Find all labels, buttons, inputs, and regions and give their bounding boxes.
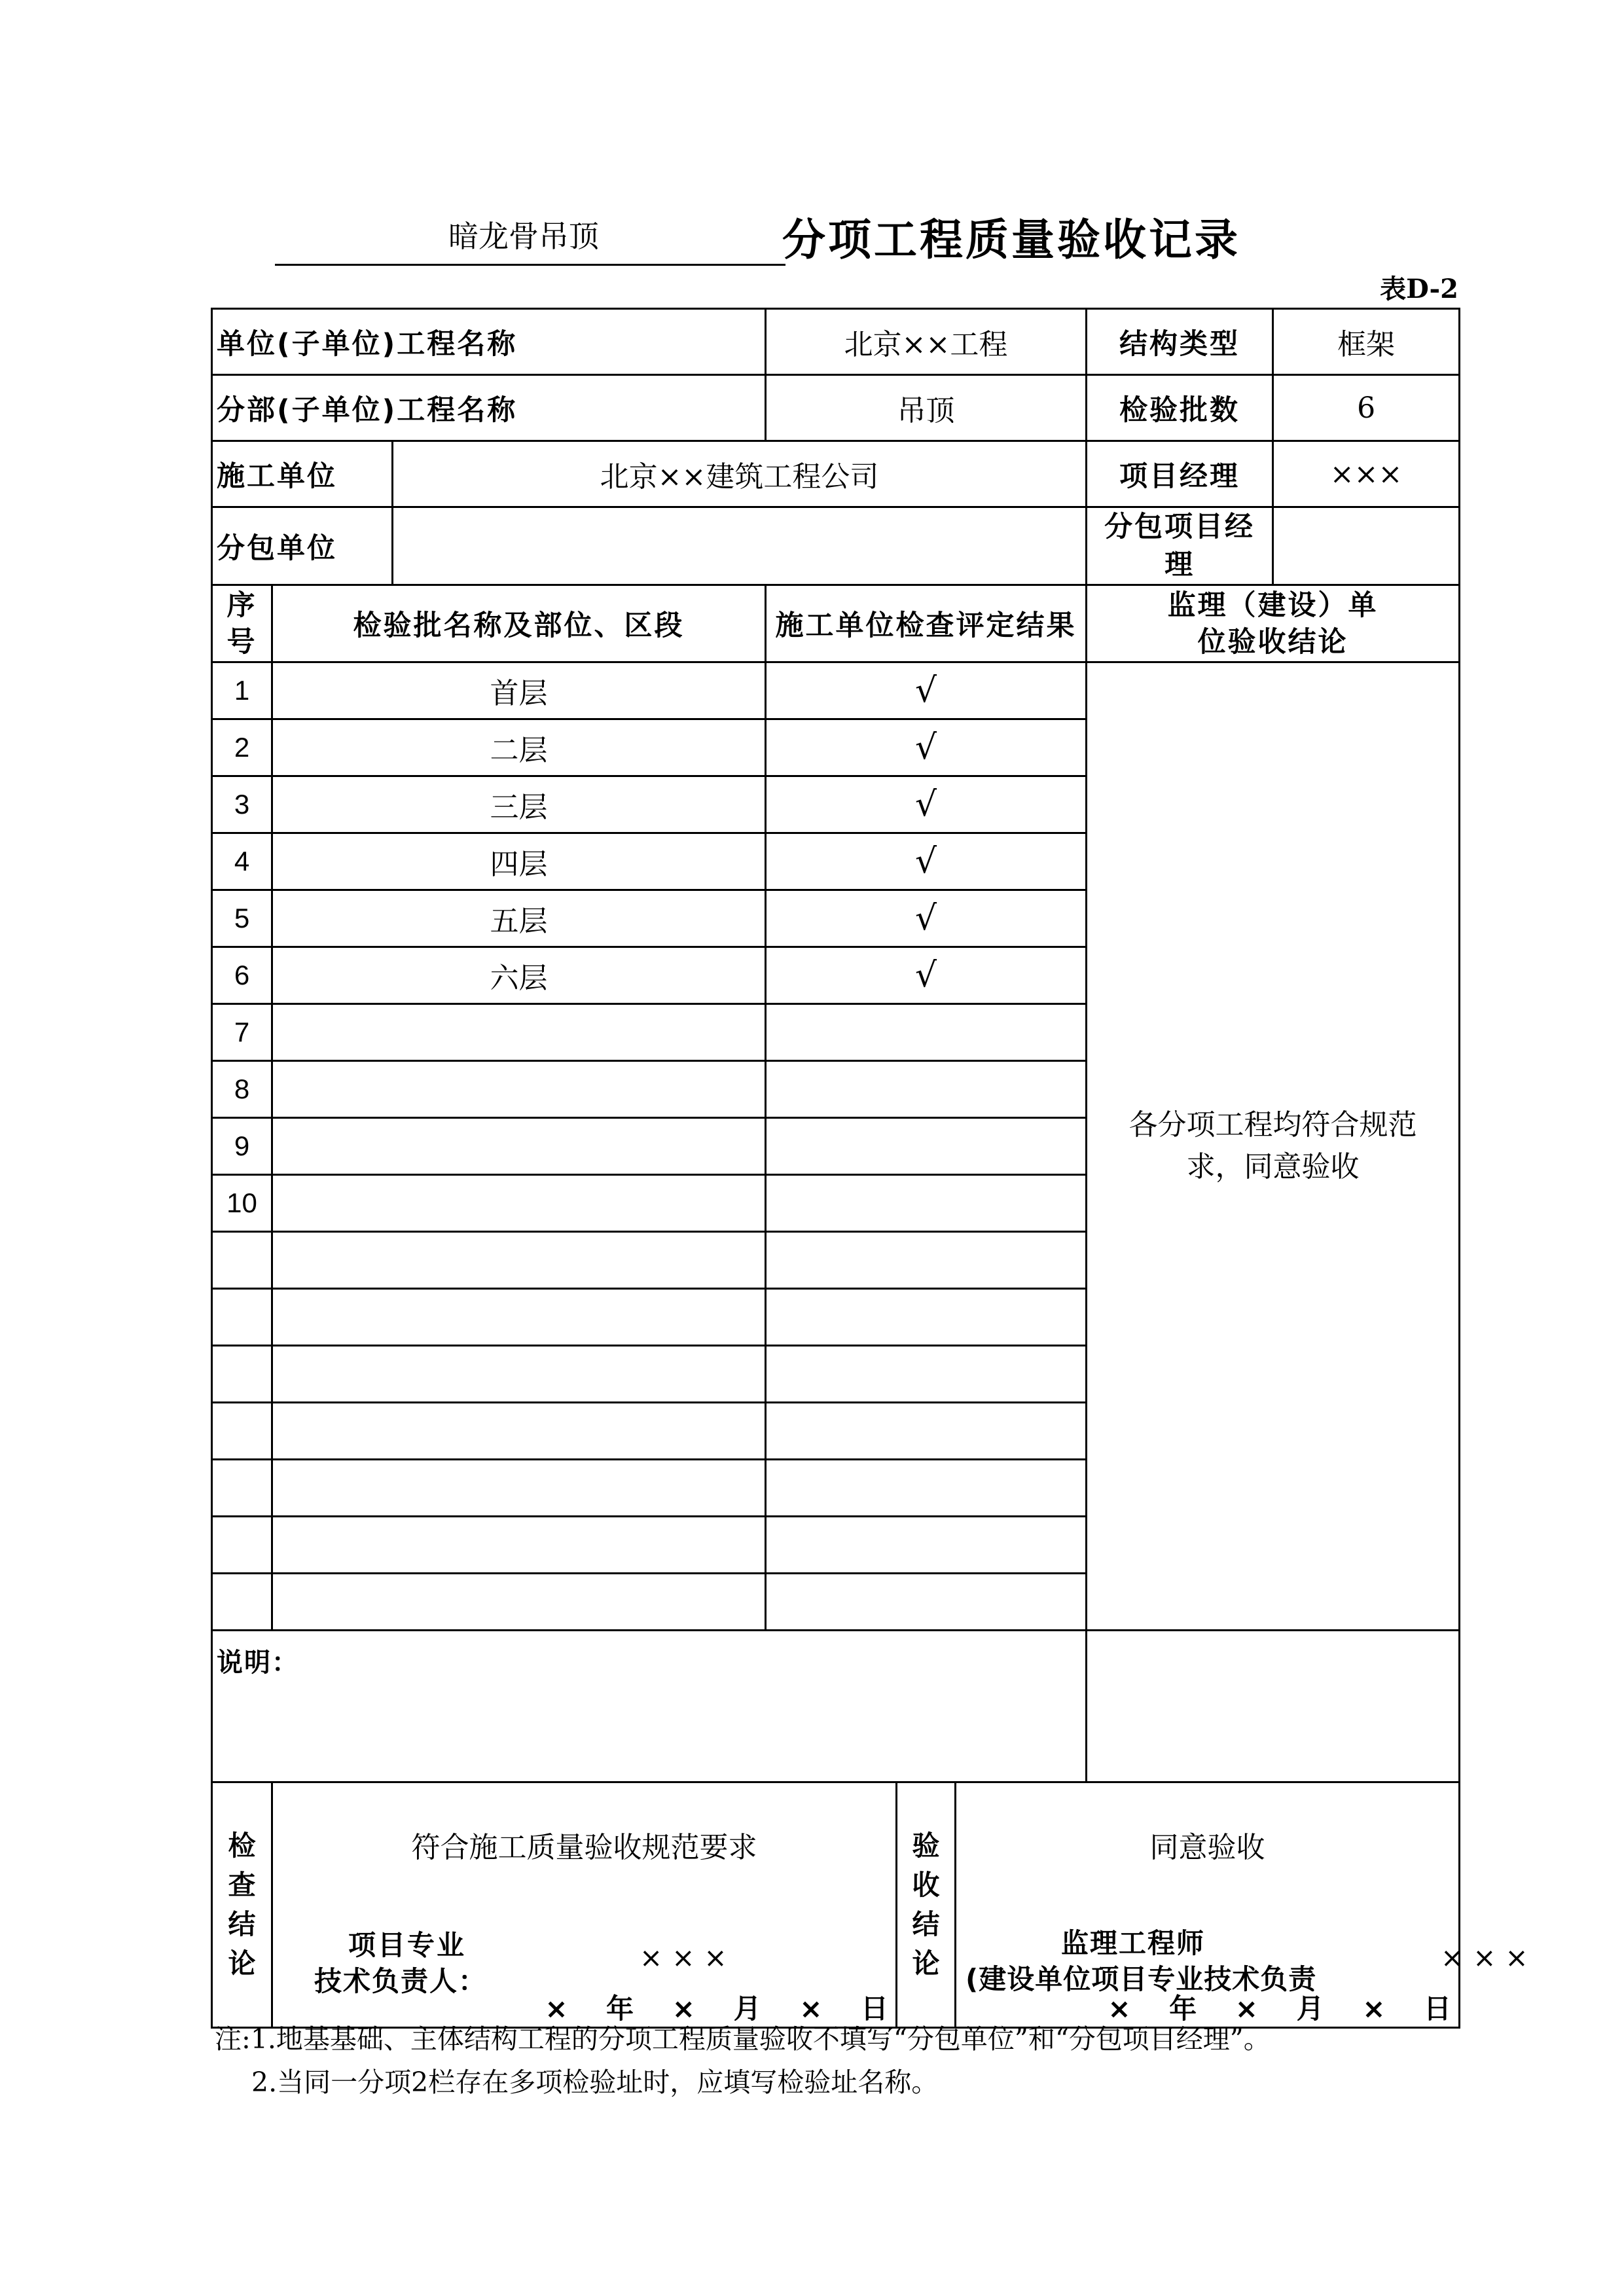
- row-number: 2: [212, 719, 272, 776]
- check-result: √: [766, 890, 1087, 947]
- footnotes: [215, 2017, 1478, 2104]
- batch-name: [272, 1118, 766, 1175]
- subcontractor-label: 分包单位: [212, 507, 393, 585]
- contractor-label: 施工单位: [212, 441, 393, 507]
- remarks-label: 说明：: [217, 1648, 299, 1678]
- subproject-title: 暗龙骨吊顶: [448, 219, 599, 254]
- supervisor-conclusion-header: 监理（建设）单位验收结论: [1087, 585, 1460, 662]
- batch-name: 五层: [272, 890, 766, 947]
- batch-name: 三层: [272, 776, 766, 833]
- check-result: √: [766, 947, 1087, 1004]
- batch-name: [272, 1289, 766, 1346]
- check-result: √: [766, 776, 1087, 833]
- sub-manager-label: 分包项目经理: [1087, 507, 1273, 585]
- acceptance-conclusion-cell: [956, 1782, 1538, 2028]
- acceptance-signer-line1: 监理工程师: [1061, 1926, 1206, 1959]
- row-number: 3: [212, 776, 272, 833]
- check-result: [766, 1061, 1087, 1118]
- check-result: [766, 1118, 1087, 1175]
- batch-name: [272, 1346, 766, 1403]
- check-result: [766, 1460, 1087, 1517]
- column-header-row: [212, 585, 1460, 662]
- check-result: [766, 1232, 1087, 1289]
- sub-project-label: 分部(子单位)工程名称: [212, 375, 766, 441]
- batch-name: [272, 1175, 766, 1232]
- supervisor-conclusion: 各分项工程均符合规范求，同意验收: [1087, 662, 1460, 1631]
- check-result: [766, 1403, 1087, 1460]
- batch-name: 首层: [272, 662, 766, 719]
- batch-name: 二层: [272, 719, 766, 776]
- row-number: 4: [212, 833, 272, 890]
- subcontractor-value: [393, 507, 1087, 585]
- batch-name-header: 检验批名称及部位、区段: [272, 585, 766, 662]
- footnote-2: 2.当同一分项2栏存在多项检验址时，应填写检验址名称。: [251, 2067, 939, 2098]
- contractor-result-header: 施工单位检查评定结果: [766, 585, 1087, 662]
- info-row-3: [212, 441, 1460, 507]
- check-conclusion-cell: [272, 1782, 897, 2028]
- check-result: [766, 1346, 1087, 1403]
- check-conclusion-label: 检 查 结 论: [212, 1782, 272, 2028]
- row-number: [212, 1232, 272, 1289]
- batch-name: [272, 1004, 766, 1061]
- page-title: 分项工程质量验收记录: [782, 214, 1240, 265]
- remarks-cell: [212, 1631, 1087, 1782]
- batch-count-label: 检验批数: [1087, 375, 1273, 441]
- check-result: [766, 1517, 1087, 1574]
- info-row-2: [212, 375, 1460, 441]
- row-number: 10: [212, 1175, 272, 1232]
- acceptance-date: × 年 × 月 × 日: [1108, 1992, 1454, 2025]
- info-row-1: [212, 309, 1460, 375]
- form-code: 表D-2: [1380, 273, 1458, 304]
- check-result: [766, 1004, 1087, 1061]
- check-result: √: [766, 833, 1087, 890]
- sub-project-value: 吊顶: [766, 375, 1087, 441]
- row-number: [212, 1403, 272, 1460]
- check-result: [766, 1289, 1087, 1346]
- batch-name: [272, 1574, 766, 1631]
- batch-name: [272, 1232, 766, 1289]
- check-conclusion-text: 符合施工质量验收规范要求: [411, 1830, 757, 1864]
- row-number: [212, 1574, 272, 1631]
- check-result: √: [766, 719, 1087, 776]
- row-number: 1: [212, 662, 272, 719]
- unit-project-value: 北京××工程: [766, 309, 1087, 375]
- acceptance-conclusion-label: 验 收 结 论: [897, 1782, 956, 2028]
- acceptance-signer-name: ×××: [1441, 1941, 1538, 1974]
- acceptance-form: [211, 308, 1538, 2029]
- row-number: [212, 1289, 272, 1346]
- check-signer-line2: 技术负责人：: [314, 1964, 487, 1997]
- row-number: 5: [212, 890, 272, 947]
- check-date: × 年 × 月 × 日: [545, 1992, 891, 2025]
- check-signer-line1: 项目专业: [348, 1928, 466, 1961]
- acceptance-conclusion-text: 同意验收: [1149, 1830, 1265, 1864]
- remarks-row: [212, 1631, 1460, 1782]
- row-number: [212, 1346, 272, 1403]
- batch-name: 四层: [272, 833, 766, 890]
- row-number: [212, 1517, 272, 1574]
- info-row-4: [212, 507, 1460, 585]
- check-result: √: [766, 662, 1087, 719]
- subtitle-underline: [275, 264, 785, 266]
- row-number: 6: [212, 947, 272, 1004]
- batch-count-value: 6: [1273, 375, 1460, 441]
- structure-type-label: 结构类型: [1087, 309, 1273, 375]
- row-number: 8: [212, 1061, 272, 1118]
- row-number: 7: [212, 1004, 272, 1061]
- acceptance-signer-line2: (建设单位项目专业技术负责: [965, 1962, 1317, 1995]
- batch-name: 六层: [272, 947, 766, 1004]
- row-number: [212, 1460, 272, 1517]
- sub-manager-value: [1273, 507, 1460, 585]
- contractor-value: 北京××建筑工程公司: [393, 441, 1087, 507]
- footnote-1: 注:1.地基基础、主体结构工程的分项工程质量验收不填写“分包单位”和“分包项目经理”。: [215, 2023, 1271, 2055]
- manager-label: 项目经理: [1087, 441, 1273, 507]
- check-result: [766, 1574, 1087, 1631]
- batch-name: [272, 1061, 766, 1118]
- seq-header: 序号: [212, 585, 272, 662]
- structure-type-value: 框架: [1273, 309, 1460, 375]
- unit-project-label: 单位(子单位)工程名称: [212, 309, 766, 375]
- batch-name: [272, 1460, 766, 1517]
- table-row: [212, 662, 1460, 719]
- remarks-empty-cell: [1087, 1631, 1460, 1782]
- batch-name: [272, 1403, 766, 1460]
- manager-value: ×××: [1273, 441, 1460, 507]
- conclusion-row: [212, 1782, 1460, 2028]
- check-result: [766, 1175, 1087, 1232]
- check-signer-name: ×××: [640, 1941, 736, 1974]
- batch-name: [272, 1517, 766, 1574]
- row-number: 9: [212, 1118, 272, 1175]
